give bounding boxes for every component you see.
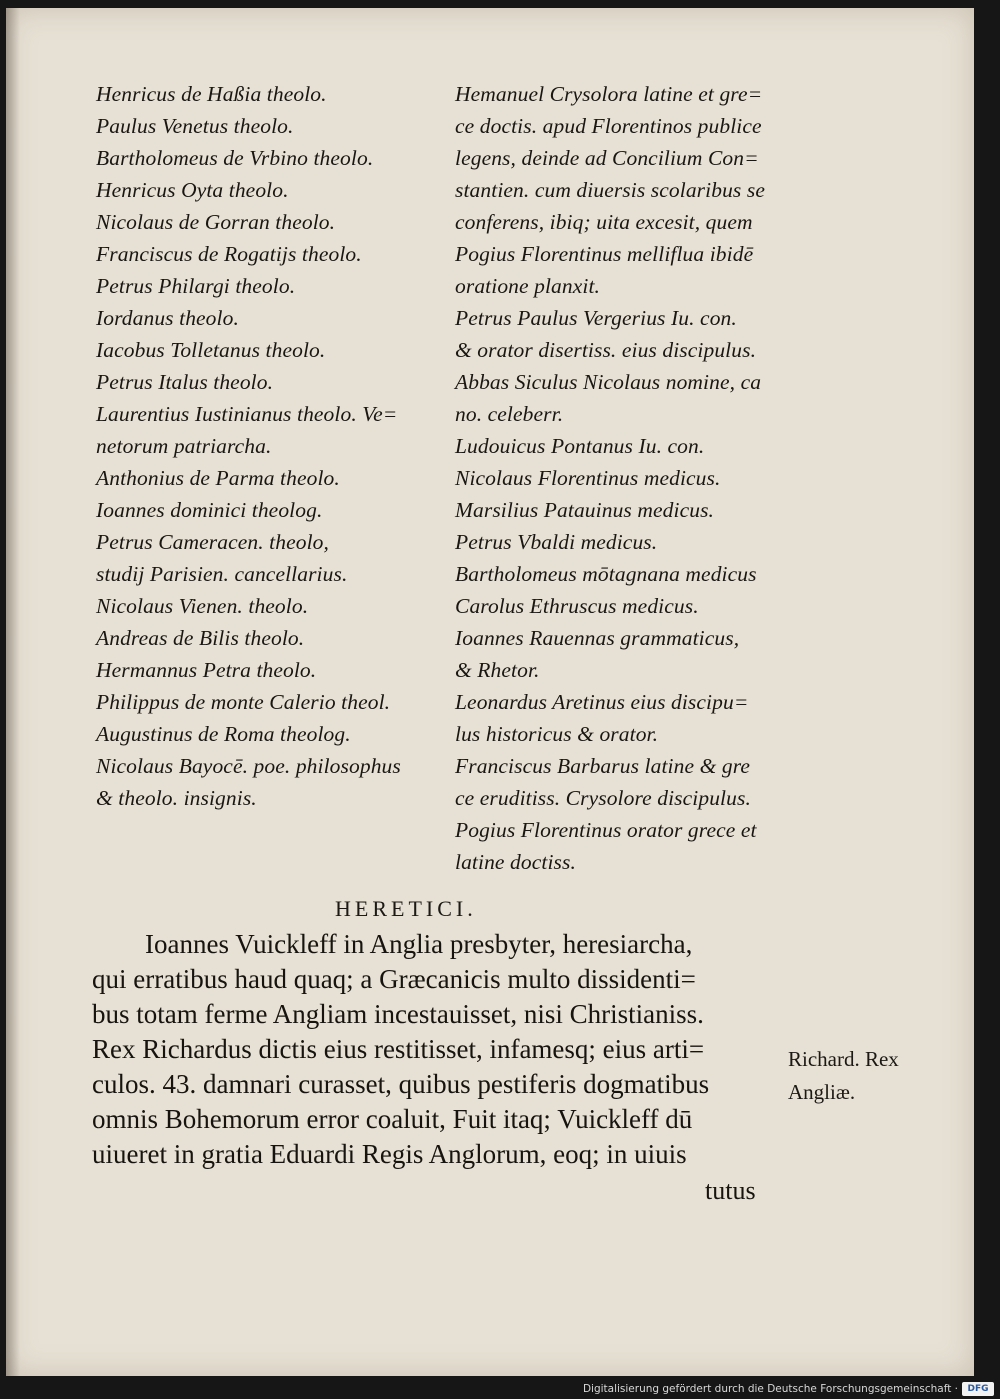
left-column-line: Hermannus Petra theolo. [96, 658, 317, 682]
left-column-line: netorum patriarcha. [96, 434, 272, 458]
left-column-line: Petrus Italus theolo. [96, 370, 274, 394]
left-column-line: Henricus Oyta theolo. [96, 178, 289, 202]
right-column-line: latine doctiss. [455, 850, 576, 874]
right-column-names [455, 78, 790, 878]
left-column-line: Paulus Venetus theolo. [96, 114, 294, 138]
right-column-line: Franciscus Barbarus latine & gre [455, 754, 751, 778]
left-column-line: Anthonius de Parma theolo. [96, 466, 340, 490]
right-column-line: Pogius Florentinus orator grece et [455, 818, 757, 842]
left-column-line: Henricus de Haßia theolo. [96, 82, 327, 106]
left-column-line: studij Parisien. cancellarius. [96, 562, 348, 586]
right-column-line: Hemanuel Crysolora latine et gre= [455, 82, 763, 106]
right-column-line: Bartholomeus mōtagnana medicus [455, 562, 757, 586]
right-column-line: Carolus Ethruscus medicus. [455, 594, 699, 618]
right-column-line: Petrus Vbaldi medicus. [455, 530, 658, 554]
right-column-line: Ludouicus Pontanus Iu. con. [455, 434, 705, 458]
right-column-line: oratione planxit. [455, 274, 601, 298]
right-column-line: no. celeberr. [455, 402, 564, 426]
body-line: Rex Richardus dictis eius restitisset, infamesq; eius arti= [92, 1034, 705, 1064]
left-column-line: Laurentius Iustinianus theolo. Ve= [96, 402, 398, 426]
right-column-line: Leonardus Aretinus eius discipu= [455, 690, 749, 714]
left-column-line: Nicolaus Vienen. theolo. [96, 594, 309, 618]
right-column-line: conferens, ibiq; uita excesit, quem [455, 210, 753, 234]
margin-note-line: Richard. Rex [788, 1047, 899, 1071]
right-column-line: Abbas Siculus Nicolaus nomine, ca [455, 370, 762, 394]
left-column-line: Bartholomeus de Vrbino theolo. [96, 146, 374, 170]
right-column-line: ce doctis. apud Florentinos publice [455, 114, 762, 138]
left-column-line: Iordanus theolo. [96, 306, 239, 330]
left-column-line: Andreas de Bilis theolo. [96, 626, 305, 650]
body-line: culos. 43. damnari curasset, quibus pestiferis dogmatibus [92, 1069, 710, 1099]
left-column-line: & theolo. insignis. [96, 786, 257, 810]
margin-note-line: Angliæ. [788, 1080, 856, 1104]
right-column-line: & Rhetor. [455, 658, 540, 682]
right-column-line: Ioannes Rauennas grammaticus, [455, 626, 740, 650]
right-column-line: Marsilius Patauinus medicus. [455, 498, 715, 522]
section-heading: HERETICI. [335, 896, 477, 921]
right-column-line: stantien. cum diuersis scolaribus se [455, 178, 765, 202]
page-gutter-shadow [6, 8, 20, 1376]
left-column-names [96, 78, 426, 814]
body-line: uiueret in gratia Eduardi Regis Anglorum, eoq; in uiuis [92, 1139, 687, 1169]
left-column-line: Nicolaus de Gorran theolo. [96, 210, 336, 234]
right-column-line: Pogius Florentinus melliflua ibidē [455, 242, 754, 266]
right-column-line: Nicolaus Florentinus medicus. [455, 466, 721, 490]
body-line: omnis Bohemorum error coaluit, Fuit itaq; Vuickleff dū [92, 1104, 693, 1134]
right-column-line: legens, deinde ad Concilium Con= [455, 146, 759, 170]
catchword: tutus [705, 1176, 756, 1205]
right-column-line: & orator disertiss. eius discipulus. [455, 338, 757, 362]
left-column-line: Ioannes dominici theolog. [96, 498, 323, 522]
right-column-line: ce eruditiss. Crysolore discipulus. [455, 786, 751, 810]
left-column-line: Franciscus de Rogatijs theolo. [96, 242, 362, 266]
right-column-line: lus historicus & orator. [455, 722, 659, 746]
left-column-line: Nicolaus Bayocē. poe. philosophus [96, 754, 401, 778]
body-line: Ioannes Vuickleff in Anglia presbyter, heresiarcha, [145, 929, 693, 959]
body-line: qui erratibus haud quaq; a Græcanicis multo dissidenti= [92, 964, 696, 994]
left-column-line: Iacobus Tolletanus theolo. [96, 338, 326, 362]
margin-note [788, 1043, 899, 1109]
left-column-line: Petrus Cameracen. theolo, [96, 530, 329, 554]
dfg-logo: DFG [962, 1382, 994, 1396]
right-column-line: Petrus Paulus Vergerius Iu. con. [455, 306, 737, 330]
funding-notice: Digitalisierung gefördert durch die Deutsche Forschungsgemeinschaft · [582, 1383, 958, 1395]
left-column-line: Petrus Philargi theolo. [96, 274, 296, 298]
left-column-line: Philippus de monte Calerio theol. [96, 690, 391, 714]
left-column-line: Augustinus de Roma theolog. [96, 722, 351, 746]
body-line: bus totam ferme Angliam incestauisset, nisi Christianiss. [92, 999, 704, 1029]
